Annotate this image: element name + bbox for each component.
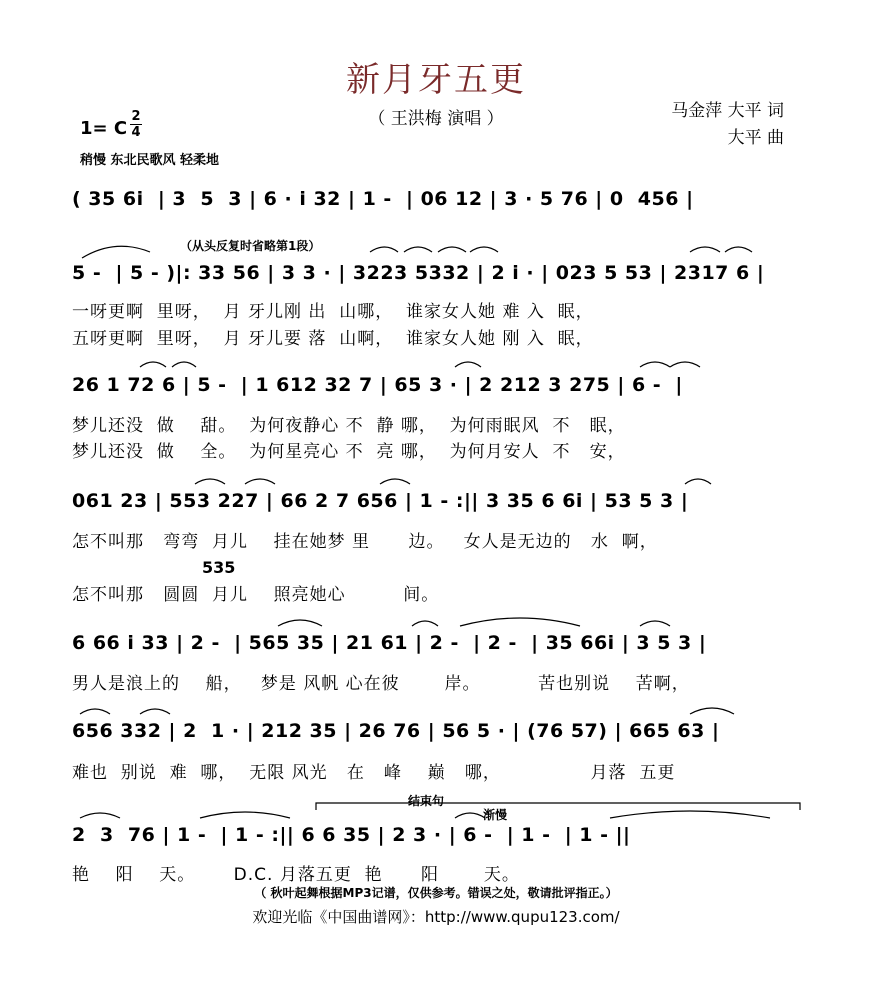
lyrics-row-2b: 五呀更啊 里呀， 月 牙儿要 落 山啊， 谁家女人她 刚 入 眠， xyxy=(72,329,594,349)
repeat-note: （从头反复时省略第1段） xyxy=(180,239,321,253)
lyrics-row-2a: 一呀更啊 里呀， 月 牙儿刚 出 山哪， 谁家女人她 难 入 眠， xyxy=(72,302,594,322)
slowing-label: 渐慢 xyxy=(483,808,508,822)
slur-mark xyxy=(412,621,438,626)
time-signature-bottom: 4 xyxy=(131,125,141,140)
ending-bracket xyxy=(316,803,800,810)
disclaimer: （ 秋叶起舞根据MP3记谱，仅供参考。错误之处，敬请批评指正。） xyxy=(254,886,618,900)
slur-mark xyxy=(670,362,700,367)
slur-mark xyxy=(380,479,410,484)
lyrics-row-3a: 梦儿还没 做 甜。 为何夜静心 不 静 哪， 为何雨眠风 不 眠， xyxy=(72,416,626,436)
slur-mark xyxy=(690,708,734,714)
score-row-1: ( 35 6i | 3 5 3 | 6 · i 32 | 1 - | 06 12 | 3 · 5 76 | 0 456 | xyxy=(72,188,694,210)
slur-mark xyxy=(610,811,770,818)
slur-mark xyxy=(455,813,485,818)
time-signature-top: 2 xyxy=(131,109,141,124)
slur-mark xyxy=(438,247,466,252)
tempo-marking: 稍慢 东北民歌风 轻柔地 xyxy=(80,153,220,168)
slur-mark xyxy=(82,246,150,258)
slur-mark xyxy=(725,247,752,252)
variant-notes: 535 xyxy=(202,558,236,577)
score-row-3: 26 1 72 6 | 5 - | 1 612 32 7 | 65 3 · | 2 212 3 275 | 6 - | xyxy=(72,374,683,396)
slur-mark xyxy=(404,247,432,252)
slur-mark xyxy=(245,479,275,484)
score-row-4: 061 23 | 553 227 | 66 2 7 656 | 1 - :|| 3 35 6 6i | 53 5 3 | xyxy=(72,490,689,512)
score-row-2: 5 - | 5 - )|: 33 56 | 3 3 · | 3223 5332 | 2 i · | 023 5 53 | 2317 6 | xyxy=(72,262,765,284)
slur-mark xyxy=(470,247,498,252)
slur-mark xyxy=(80,813,120,818)
lyrics-row-3b: 梦儿还没 做 全。 为何星亮心 不 亮 哪， 为何月安人 不 安， xyxy=(72,442,626,462)
slur-mark xyxy=(460,618,580,626)
slur-mark xyxy=(685,479,711,484)
slur-mark xyxy=(690,247,720,252)
site-credit: 欢迎光临《中国曲谱网》：http://www.qupu123.com/ xyxy=(252,908,620,926)
slur-mark xyxy=(200,812,290,818)
lyrics-row-4a: 怎不叫那 弯弯 月儿 挂在她梦 里 边。 女人是无边的 水 啊， xyxy=(72,532,658,552)
key-signature: 1= C xyxy=(80,118,128,139)
composer-credit: 大平 曲 xyxy=(727,128,784,148)
score-row-5: 6 66 i 33 | 2 - | 565 35 | 21 61 | 2 - | 2 - | 35 66i | 3 5 3 | xyxy=(72,632,707,654)
slur-mark xyxy=(172,362,196,367)
slur-mark xyxy=(140,709,170,714)
slur-mark xyxy=(80,709,110,714)
slur-mark xyxy=(370,247,398,252)
slur-mark xyxy=(140,362,166,367)
score-row-7: 2 3 76 | 1 - | 1 - :|| 6 6 35 | 2 3 · | 6 - | 1 - | 1 - || xyxy=(72,824,631,846)
lyricist-credit: 马金萍 大平 词 xyxy=(671,101,784,121)
lyrics-row-4b: 怎不叫那 圆圆 月儿 照亮她心 间。 xyxy=(72,585,440,605)
score-row-6: 656 332 | 2 1 · | 212 35 | 26 76 | 56 5 · | (76 57) | 665 63 | xyxy=(72,720,720,742)
slur-mark xyxy=(455,362,481,367)
slur-mark xyxy=(640,621,670,626)
slur-mark xyxy=(640,362,670,367)
ending-label: 结束句 xyxy=(408,794,445,808)
lyrics-row-7: 艳 阳 天。 D.C. 月落五更 艳 阳 天。 xyxy=(72,865,520,885)
song-title: 新月牙五更 xyxy=(346,60,526,100)
performer-line: （ 王洪梅 演唱 ） xyxy=(368,109,504,129)
slur-mark xyxy=(278,620,322,626)
lyrics-row-6: 难也 别说 难 哪， 无限 风光 在 峰 巅 哪， 月落 五更 xyxy=(72,763,676,783)
slur-mark xyxy=(195,479,225,484)
lyrics-row-5: 男人是浪上的 船， 梦是 风帆 心在彼 岸。 苦也别说 苦啊， xyxy=(72,674,690,694)
